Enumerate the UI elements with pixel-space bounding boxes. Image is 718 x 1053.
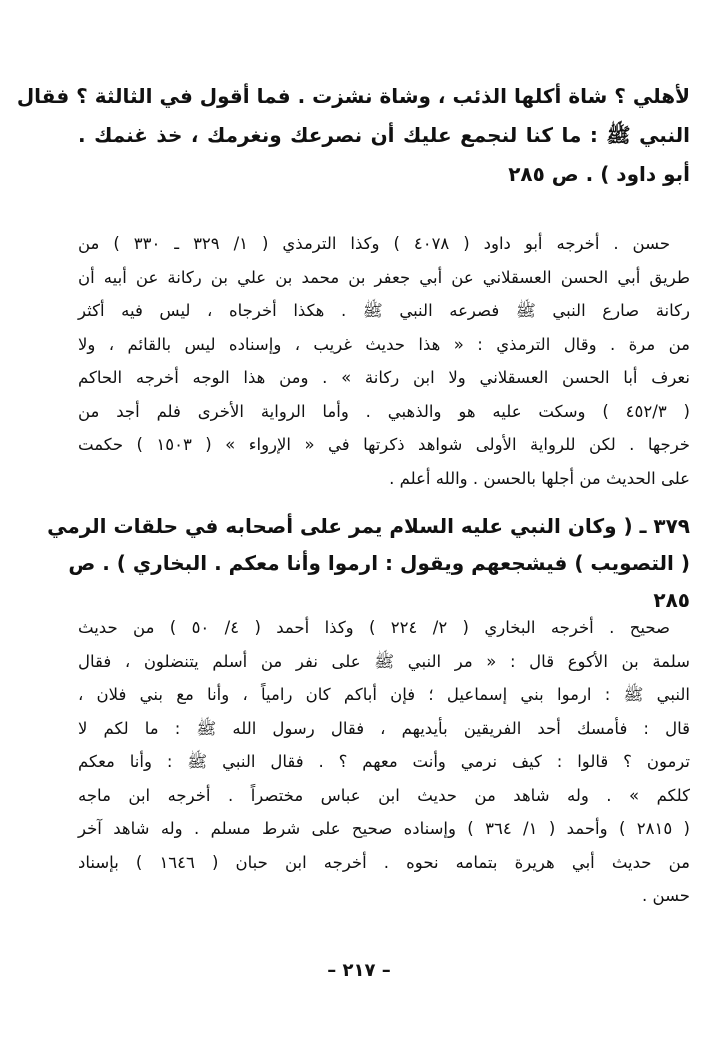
page-number: – ٢١٧ – [327,960,391,981]
